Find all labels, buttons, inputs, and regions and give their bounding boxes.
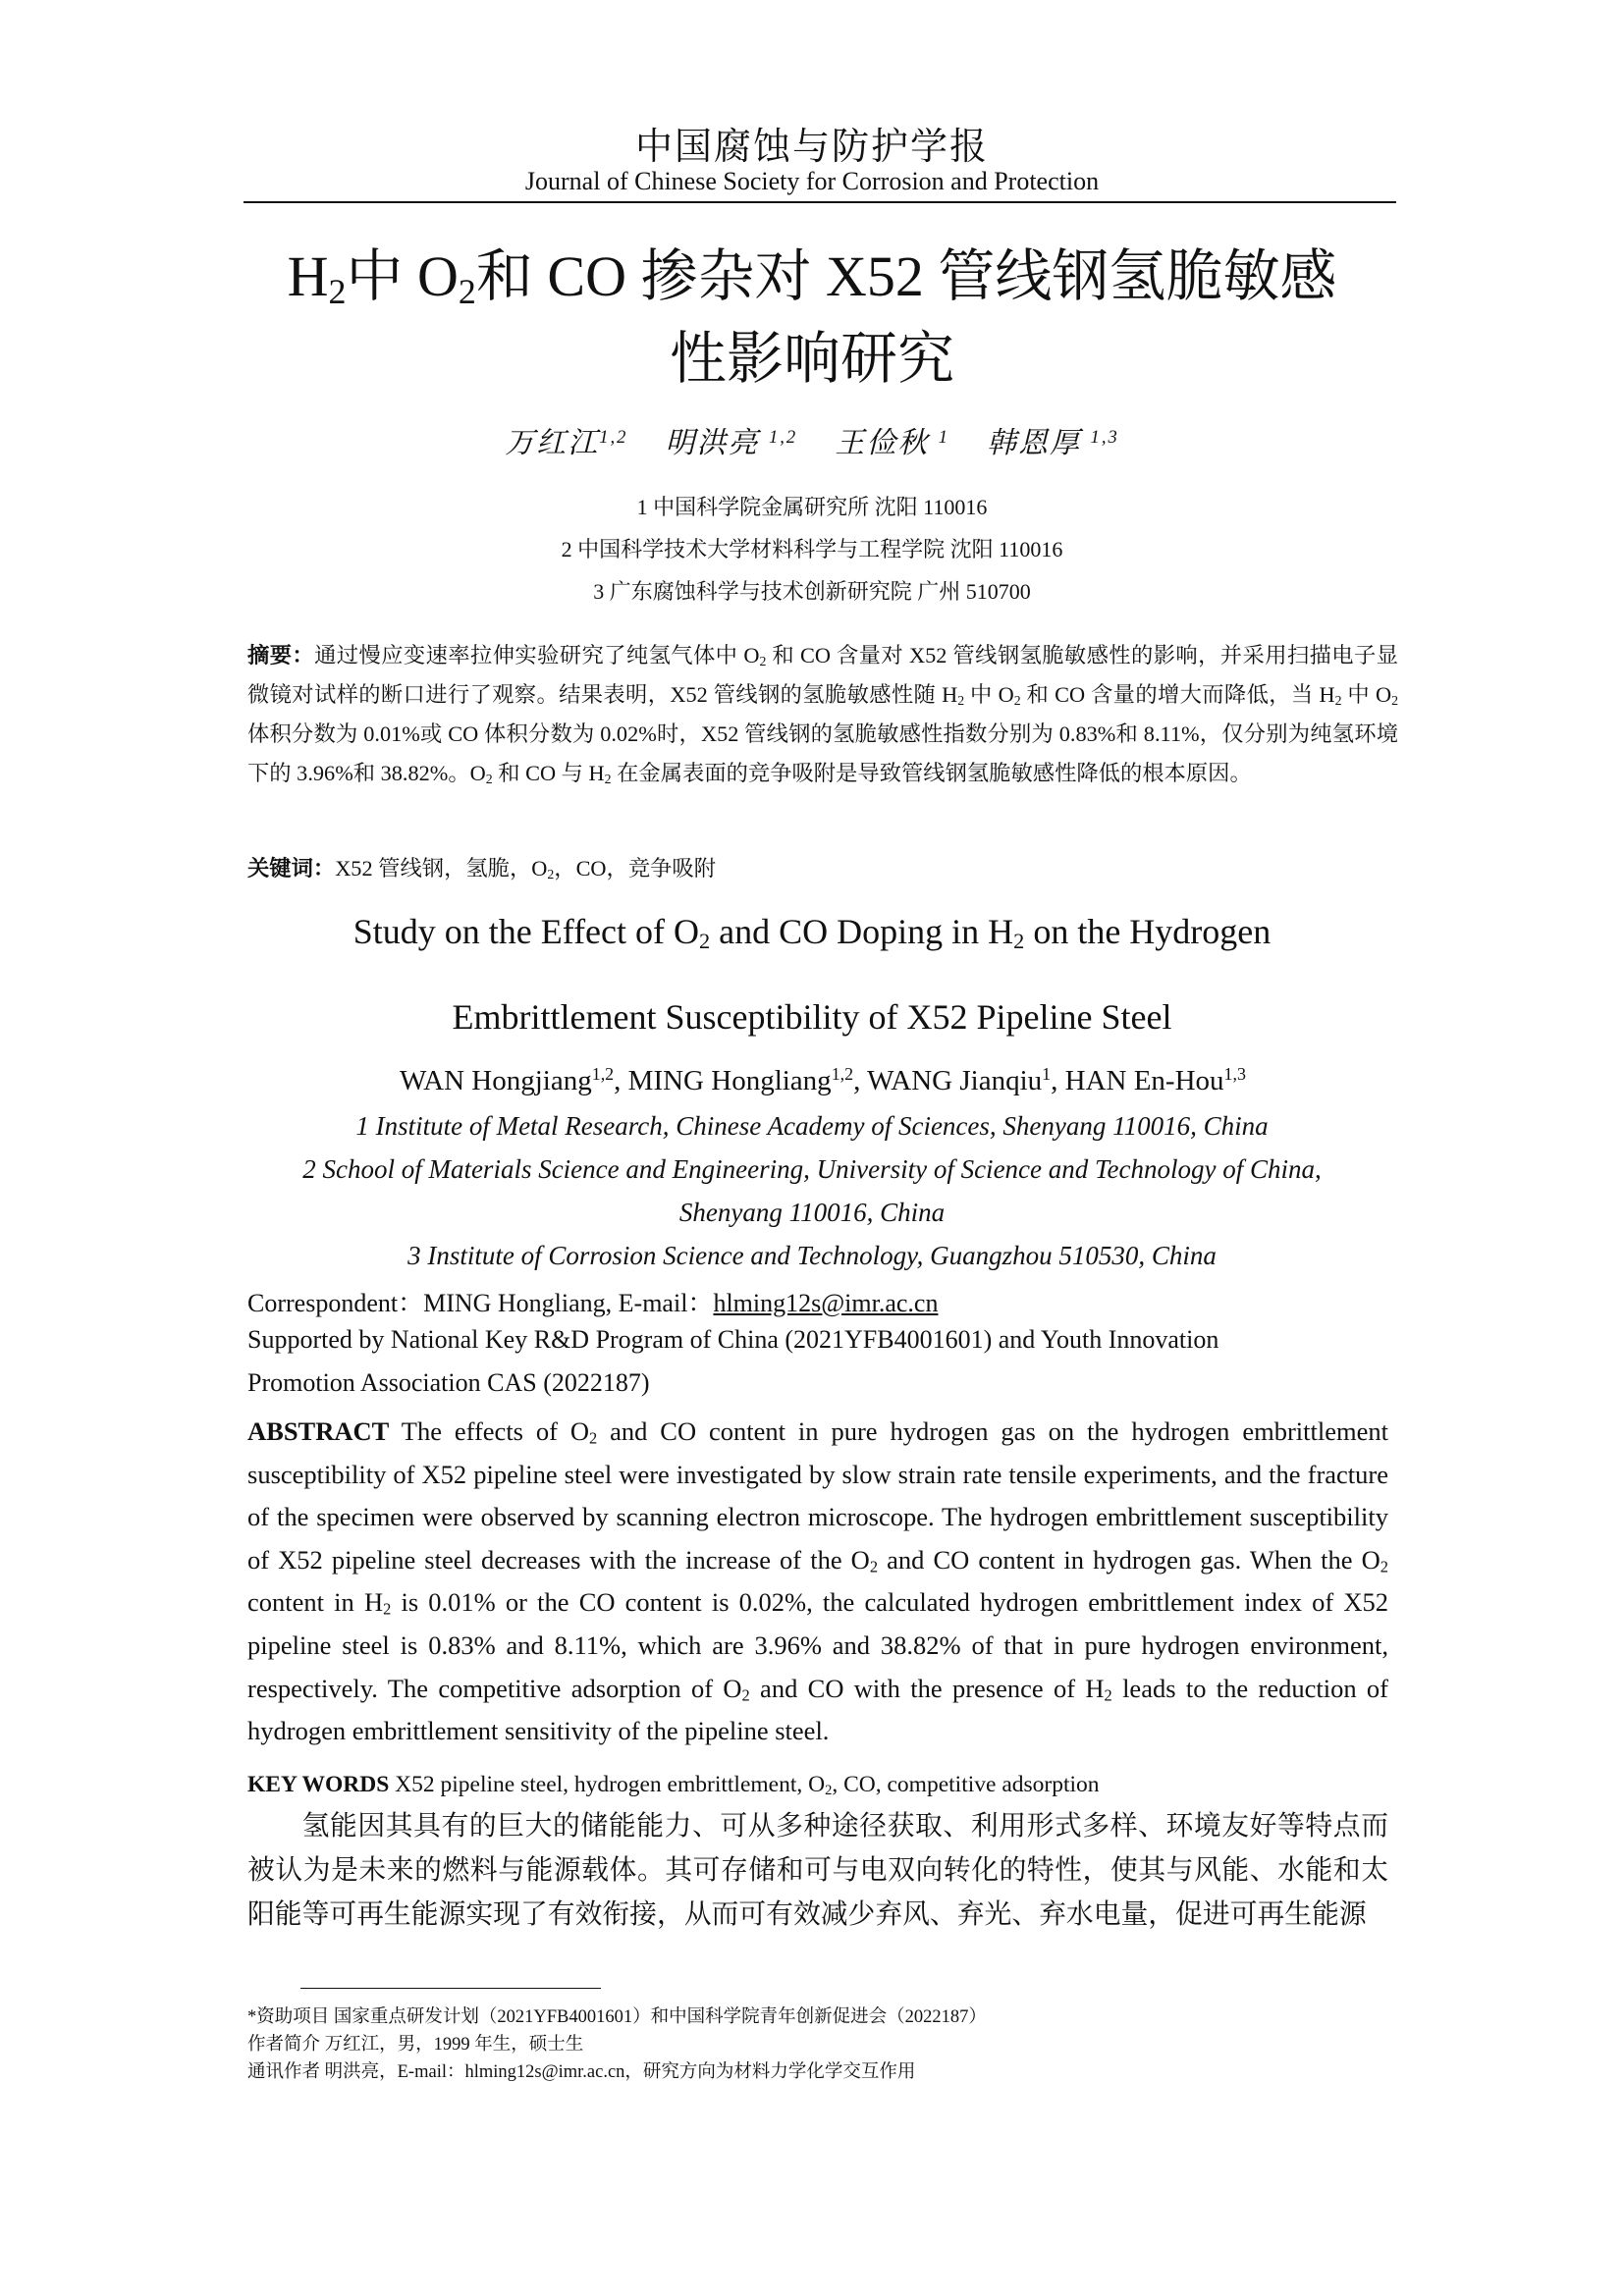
authors-en [247, 1065, 1398, 1097]
author-cn: 王俭秋 $^1$ [835, 426, 950, 459]
author-cn: 万红江$^{1,2}$ [505, 426, 628, 459]
keywords-cn-label: 关键词： [247, 856, 336, 881]
footnote-author-bio: 作者简介 万红江，男，1999 年生，硕士生 [247, 2035, 584, 2055]
author-en: HAN En-Hou$^{1,3}$ [1064, 1064, 1247, 1096]
footnote-divider [300, 1988, 601, 1989]
journal-title-en: Journal of Chinese Society for Corrosion and Protection [524, 167, 1100, 195]
title-cn-line-2: 性影响研究 [669, 327, 954, 391]
affiliation-cn-3: 3 广东腐蚀科学与技术创新研究院 广州 510700 [593, 579, 1031, 604]
affiliation-cn-1: 1 中国科学院金属研究所 沈阳 110016 [636, 495, 988, 519]
abstract-en: ABSTRACT The effects of $O_2$ and CO content in pure hydrogen gas on the hydrogen embrittlement susceptibility of X52 pipeline steel were investigated by slow strain rate tensile experiments, and the fracture of the specimen were observed by scanning electron microscope. The hydrogen embrittlement susceptibility of X52 pipeline steel decreases with the increase of the $O_2$ and CO content in hydrogen gas. When the $O_2$ content in $H_2$ is 0.01% or the CO content is 0.02%, the calculated hydrogen embrittlement index of X52 pipeline steel is 0.83% and 8.11%, which are 3.96% and 38.82% of that in pure hydrogen environment, respectively. The competitive adsorption of $O_2$ and CO with the presence of $H_2$ leads to the reduction of hydrogen embrittlement sensitivity of the pipeline steel. [247, 1416, 1388, 1746]
correspondent-email-link[interactable]: hlming12s@imr.ac.cn [713, 1289, 939, 1317]
affiliation-en-2-cont: Shenyang 110016, China [678, 1198, 946, 1227]
authors-cn [0, 418, 1624, 461]
paper-title-cn [196, 236, 1428, 400]
keywords-en: KEY WORDS X52 pipeline steel, hydrogen embrittlement, $O_2$, CO, competitive adsorption [247, 1772, 1100, 1799]
footnote-correspondent: 通讯作者 明洪亮，E-mail：hlming12s@imr.ac.cn，研究方向为材料力学化学交互作用 [247, 2062, 916, 2082]
affiliation-en-3: 3 Institute of Corrosion Science and Technology, Guangzhou 510530, China [407, 1241, 1217, 1270]
affiliation-en-1: 1 Institute of Metal Research, Chinese Academy of Sciences, Shenyang 110016, China [355, 1111, 1269, 1141]
affiliation-cn-2: 2 中国科学技术大学材料科学与工程学院 沈阳 110016 [561, 537, 1063, 561]
title-cn-line-1: $H_2$中 $O_2$和 CO 掺杂对 X52 管线钢氢脆敏感 [287, 244, 1337, 311]
journal-title-cn: 中国腐蚀与防护学报 [634, 127, 989, 168]
body-text-cn: 氢能因其具有的巨大的储能能力、可从多种途径获取、利用形式多样、环境友好等特点而被认为是未来的燃料与能源载体。其可存储和可与电双向转化的特性，使其与风能、水能和太阳能等可再生能源实现了有效衔接，从而可有效减少弃风、弃光、弃水电量，促进可再生能源 [247, 1811, 1388, 1930]
keywords-en-label: KEY WORDS [247, 1772, 390, 1797]
author-cn: 明洪亮 $^{1,2}$ [665, 426, 798, 459]
affiliation-en-2: 2 School of Materials Science and Engineering, University of Science and Technology of China, [302, 1154, 1322, 1184]
supported-line-1: Supported by National Key R&D Program of China (2021YFB4001601) and Youth Innovation [247, 1325, 1219, 1354]
author-en: WAN Hongjiang$^{1,2}$, [399, 1064, 628, 1096]
keywords-cn: 关键词：X52 管线钢，氢脆，$O_2$，CO，竞争吸附 [247, 856, 717, 882]
supported-line-2: Promotion Association CAS (2022187) [247, 1368, 650, 1397]
author-en: WANG Jianqiu$^1$, [867, 1064, 1065, 1096]
header-divider [244, 201, 1396, 203]
correspondent-line: Correspondent：MING Hongliang, E-mail：hlming12s@imr.ac.cn [247, 1289, 939, 1317]
author-en: MING Hongliang$^{1,2}$, [627, 1064, 868, 1096]
author-cn: 韩恩厚 $^{1,3}$ [987, 426, 1119, 459]
paper-title-en-line-2: Embrittlement Susceptibility of X52 Pipeline Steel [452, 997, 1172, 1037]
footnote-funding: *资助项目 国家重点研发计划（2021YFB4001601）和中国科学院青年创新促进会（2022187） [247, 2007, 987, 2027]
abstract-en-label: ABSTRACT [247, 1416, 390, 1446]
abstract-cn: 摘要：通过慢应变速率拉伸实验研究了纯氢气体中 $O_2$ 和 CO 含量对 X52 管线钢氢脆敏感性的影响，并采用扫描电子显微镜对试样的断口进行了观察。结果表明，X52 管线钢的氢脆敏感性随 $H_2$ 中 $O_2$ 和 CO 含量的增大而降低，当 $H_2$ 中 $O_2$ 体积分数为 0.01%或 CO 体积分数为 0.02%时，X52 管线钢的氢脆敏感性指数分别为 0.83%和 8.11%，仅分别为纯氢环境下的 3.96%和 38.82%。$O_2$ 和 CO 与 $H_2$ 在金属表面的竞争吸附是导致管线钢氢脆敏感性降低的根本原因。 [247, 643, 1398, 787]
abstract-cn-label: 摘要： [247, 643, 315, 668]
paper-title-en-line-1: Study on the Effect of $O_2$ and CO Doping in $H_2$ on the Hydrogen [352, 912, 1272, 953]
